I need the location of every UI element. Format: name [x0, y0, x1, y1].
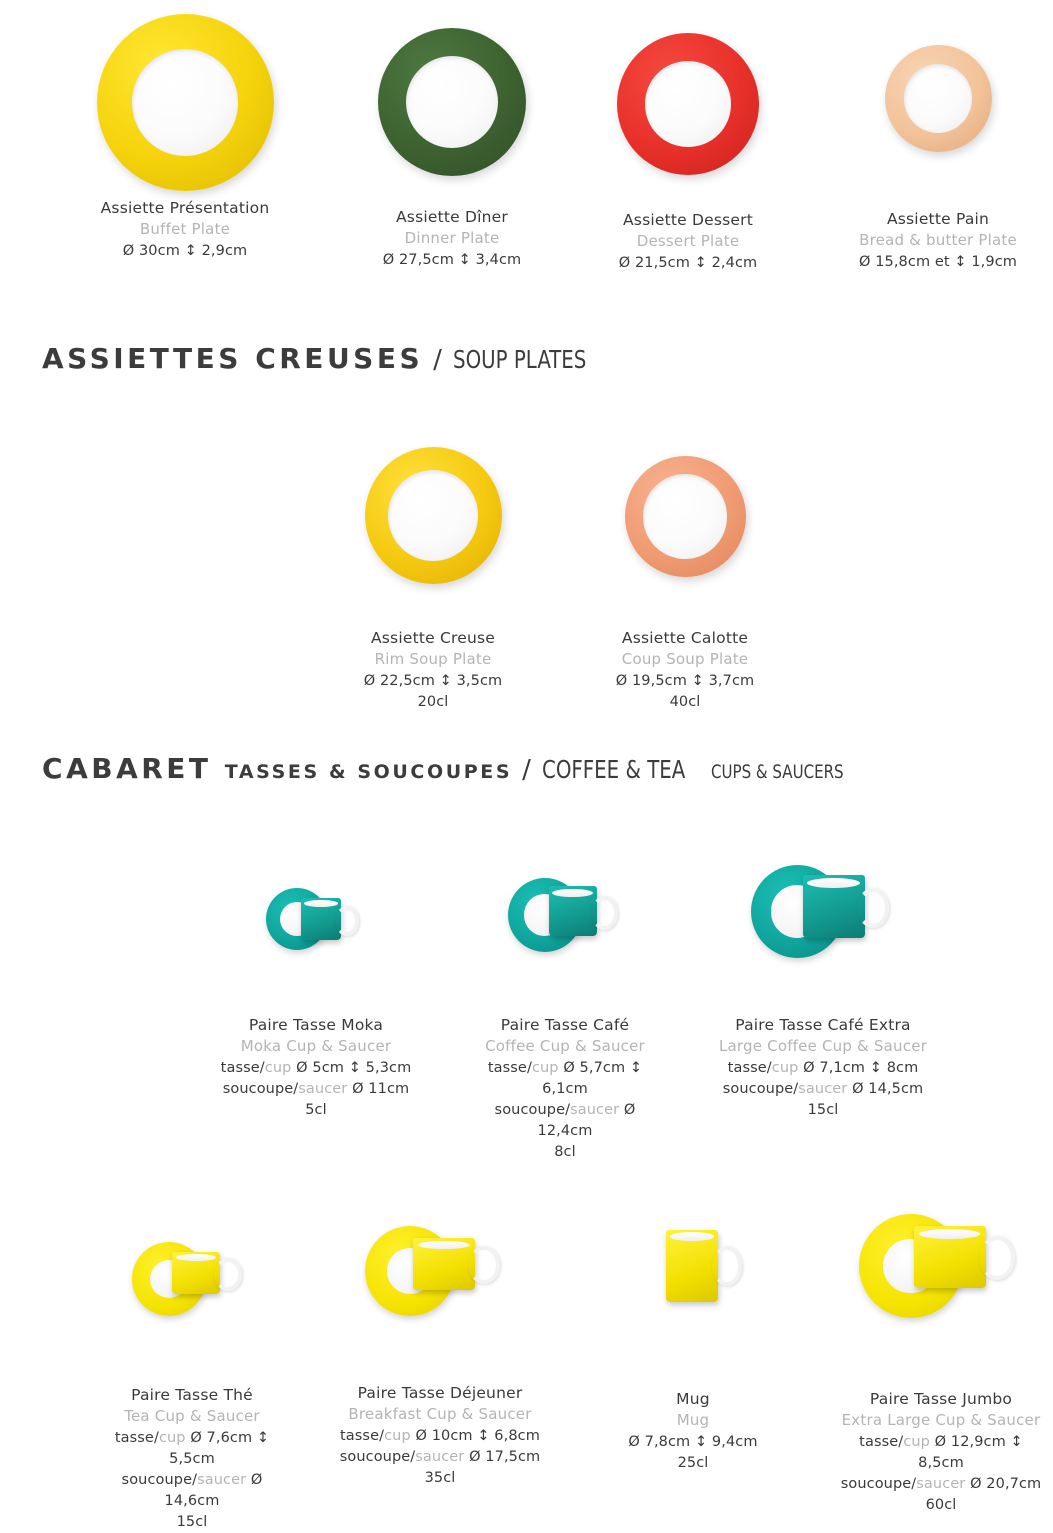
label-saucer: saucer: [197, 1472, 247, 1489]
product-dimensions: Ø 19,5cm ↕ 3,7cm: [615, 673, 755, 690]
product-name-en: Breakfast Cup & Saucer: [348, 1405, 532, 1424]
product-paire-tasse-dejeuner: [335, 1218, 545, 1489]
product-name-en: Large Coffee Cup & Saucer: [718, 1037, 927, 1056]
product-name-fr: Assiette Pain: [886, 210, 990, 228]
heading-separator: /: [433, 345, 443, 375]
value-cup: Ø 5,7cm ↕ 6,1cm: [542, 1060, 643, 1098]
product-name-en: Coup Soup Plate: [621, 650, 749, 669]
product-name-fr: Assiette Dessert: [622, 211, 754, 229]
cup-handle: [335, 906, 359, 936]
heading-en: COFFEE & TEA: [541, 755, 686, 784]
label-saucer: saucer: [415, 1449, 465, 1466]
product-assiette-creuse: [333, 447, 533, 713]
heading-separator: /: [522, 755, 532, 785]
product-capacity: 35cl: [424, 1470, 456, 1487]
product-name-en: Dessert Plate: [636, 232, 740, 251]
plate-image-bread: [838, 45, 1038, 152]
product-name-fr: Paire Tasse Moka: [248, 1016, 384, 1034]
product-name-en: Rim Soup Plate: [374, 650, 492, 669]
value-saucer: Ø 11cm: [347, 1081, 410, 1098]
label-cup: cup: [384, 1428, 411, 1445]
cup-rim: [418, 1241, 470, 1249]
cup-image-large-coffee: [751, 853, 896, 958]
product-name-en: Coffee Cup & Saucer: [485, 1037, 645, 1056]
label-soucoupe: soucoupe/: [121, 1472, 198, 1489]
product-assiette-calotte: [585, 456, 785, 713]
cup-handle: [857, 888, 889, 928]
product-name-fr: Assiette Présentation: [100, 199, 270, 217]
product-name-fr: Paire Tasse Thé: [131, 1386, 253, 1404]
section-heading-soup-plates: [42, 342, 604, 375]
product-cup-dimensions: [335, 1426, 545, 1447]
product-dimensions: Ø 7,8cm ↕ 9,4cm: [628, 1434, 758, 1451]
label-tasse: tasse/: [859, 1434, 904, 1451]
product-paire-tasse-the: [92, 1236, 292, 1533]
product-name-fr: Assiette Dîner: [396, 208, 508, 226]
product-capacity: 40cl: [669, 694, 701, 711]
cup-handle: [979, 1236, 1015, 1280]
heading-fr-initial-2: C: [255, 342, 280, 375]
heading-fr-rest: SSIETTES: [67, 342, 256, 375]
heading-fr-initial: C: [42, 752, 67, 785]
label-tasse: tasse/: [340, 1428, 385, 1445]
product-dimensions: Ø 22,5cm ↕ 3,5cm: [363, 673, 503, 690]
label-soucoupe: soucoupe/: [840, 1476, 917, 1493]
label-tasse: tasse/: [114, 1430, 159, 1447]
label-cup: cup: [158, 1430, 186, 1447]
heading-fr-subtitle: TASSES & SOUCOUPES: [224, 761, 513, 783]
product-assiette-pain: [838, 45, 1038, 273]
product-paire-tasse-cafe-extra: [718, 853, 928, 1121]
label-cup: cup: [531, 1060, 559, 1077]
product-dimensions: Ø 21,5cm ↕ 2,4cm: [618, 255, 758, 272]
label-saucer: saucer: [570, 1102, 620, 1119]
value-cup: Ø 12,9cm ↕ 8,5cm: [918, 1434, 1023, 1472]
product-name-fr: Assiette Creuse: [370, 629, 496, 647]
product-name-en: Buffet Plate: [139, 220, 231, 239]
cup-handle: [468, 1246, 500, 1284]
heading-en-subtitle: CUPS & SAUCERS: [710, 761, 844, 783]
product-saucer-dimensions: [92, 1470, 292, 1512]
product-capacity: 20cl: [417, 694, 449, 711]
product-name-fr: Assiette Calotte: [621, 629, 749, 647]
value-cup: Ø 7,6cm ↕ 5,5cm: [169, 1430, 270, 1468]
section-heading-cabaret: [42, 752, 861, 785]
mug-handle: [712, 1246, 742, 1286]
product-capacity: 15cl: [176, 1514, 208, 1531]
plate-image-rim-soup: [333, 447, 533, 584]
product-assiette-presentation: [85, 14, 285, 262]
product-name-en: Bread & butter Plate: [859, 231, 1017, 250]
product-paire-tasse-jumbo: [835, 1204, 1047, 1516]
product-dimensions: Ø 30cm ↕ 2,9cm: [122, 243, 248, 260]
cup-image-mug: [638, 1224, 748, 1308]
cup-image-jumbo: [859, 1204, 1024, 1316]
value-saucer: Ø 14,6cm: [164, 1472, 263, 1510]
product-name-en: Dinner Plate: [404, 229, 500, 248]
product-capacity: 25cl: [677, 1455, 709, 1472]
product-name-en: Extra Large Cup & Saucer: [841, 1411, 1041, 1430]
value-saucer: Ø 12,4cm: [537, 1102, 636, 1140]
product-assiette-dessert: [588, 33, 788, 274]
product-name-fr: Paire Tasse Jumbo: [869, 1390, 1013, 1408]
cup-handle: [591, 896, 618, 930]
cup-rim: [304, 900, 338, 907]
label-saucer: saucer: [298, 1081, 348, 1098]
label-tasse: tasse/: [727, 1060, 772, 1077]
label-soucoupe: soucoupe/: [339, 1449, 416, 1466]
product-name-fr: Paire Tasse Déjeuner: [357, 1384, 523, 1402]
cup-rim: [552, 889, 592, 897]
label-soucoupe: soucoupe/: [222, 1081, 299, 1098]
product-capacity: 60cl: [925, 1497, 957, 1514]
product-cup-dimensions: [718, 1058, 928, 1079]
label-soucoupe: soucoupe/: [494, 1102, 571, 1119]
product-cup-dimensions: [465, 1058, 665, 1100]
label-saucer: saucer: [916, 1476, 966, 1493]
product-saucer-dimensions: [335, 1447, 545, 1468]
product-saucer-dimensions: [835, 1474, 1047, 1495]
product-saucer-dimensions: [216, 1079, 416, 1100]
cup-image-tea: [132, 1236, 252, 1314]
cup-rim: [807, 878, 859, 888]
cup-shape: [413, 1238, 475, 1290]
heading-fr-initial: A: [42, 342, 68, 375]
cup-shape: [172, 1252, 220, 1294]
product-capacity: 8cl: [554, 1144, 576, 1161]
product-assiette-diner: [352, 28, 552, 271]
product-capacity: 5cl: [305, 1102, 327, 1119]
heading-fr-rest: ABARET: [66, 752, 225, 785]
product-saucer-dimensions: [465, 1100, 665, 1142]
product-cup-dimensions: [835, 1432, 1047, 1474]
plate-image-dessert: [588, 33, 788, 175]
product-capacity: 15cl: [807, 1102, 839, 1119]
mug-rim: [670, 1232, 714, 1241]
cup-handle: [214, 1258, 242, 1291]
product-cup-dimensions: [216, 1058, 416, 1079]
label-soucoupe: soucoupe/: [722, 1081, 799, 1098]
plate-image-coup-soup: [585, 456, 785, 577]
product-name-fr: Paire Tasse Café: [500, 1016, 630, 1034]
product-dimensions: Ø 27,5cm ↕ 3,4cm: [382, 252, 522, 269]
mug-shape: [666, 1230, 718, 1302]
plate-image-dinner: [352, 28, 552, 176]
label-cup: cup: [264, 1060, 292, 1077]
value-saucer: Ø 20,7cm: [965, 1476, 1042, 1493]
product-name-en: Moka Cup & Saucer: [240, 1037, 392, 1056]
value-saucer: Ø 17,5cm: [464, 1449, 541, 1466]
plate-image-buffet: [85, 14, 285, 191]
label-saucer: saucer: [798, 1081, 848, 1098]
product-paire-tasse-cafe: [465, 868, 665, 1163]
label-tasse: tasse/: [487, 1060, 532, 1077]
cup-image-moka: [266, 880, 366, 952]
cup-image-coffee: [508, 868, 623, 952]
product-name-en: Mug: [676, 1411, 710, 1430]
value-saucer: Ø 14,5cm: [847, 1081, 924, 1098]
cup-image-breakfast: [365, 1218, 515, 1314]
cup-shape: [549, 886, 597, 936]
product-mug: [603, 1224, 783, 1474]
product-cup-dimensions: [92, 1428, 292, 1470]
product-saucer-dimensions: [718, 1079, 928, 1100]
label-tasse: tasse/: [220, 1060, 265, 1077]
product-name-fr: Mug: [676, 1390, 710, 1408]
cup-shape: [914, 1226, 986, 1288]
cup-shape: [803, 875, 865, 938]
cup-rim: [176, 1254, 216, 1261]
label-cup: cup: [903, 1434, 930, 1451]
cup-rim: [919, 1229, 980, 1239]
label-cup: cup: [771, 1060, 799, 1077]
value-cup: Ø 10cm ↕ 6,8cm: [410, 1428, 540, 1445]
heading-en: SOUP PLATES: [452, 345, 587, 374]
heading-fr-rest-2: REUSES: [279, 342, 424, 375]
value-cup: Ø 5cm ↕ 5,3cm: [291, 1060, 412, 1077]
product-name-en: Tea Cup & Saucer: [124, 1407, 260, 1426]
product-name-fr: Paire Tasse Café Extra: [735, 1016, 911, 1034]
product-paire-tasse-moka: [216, 880, 416, 1121]
value-cup: Ø 7,1cm ↕ 8cm: [798, 1060, 919, 1077]
product-dimensions: Ø 15,8cm et ↕ 1,9cm: [858, 254, 1018, 271]
